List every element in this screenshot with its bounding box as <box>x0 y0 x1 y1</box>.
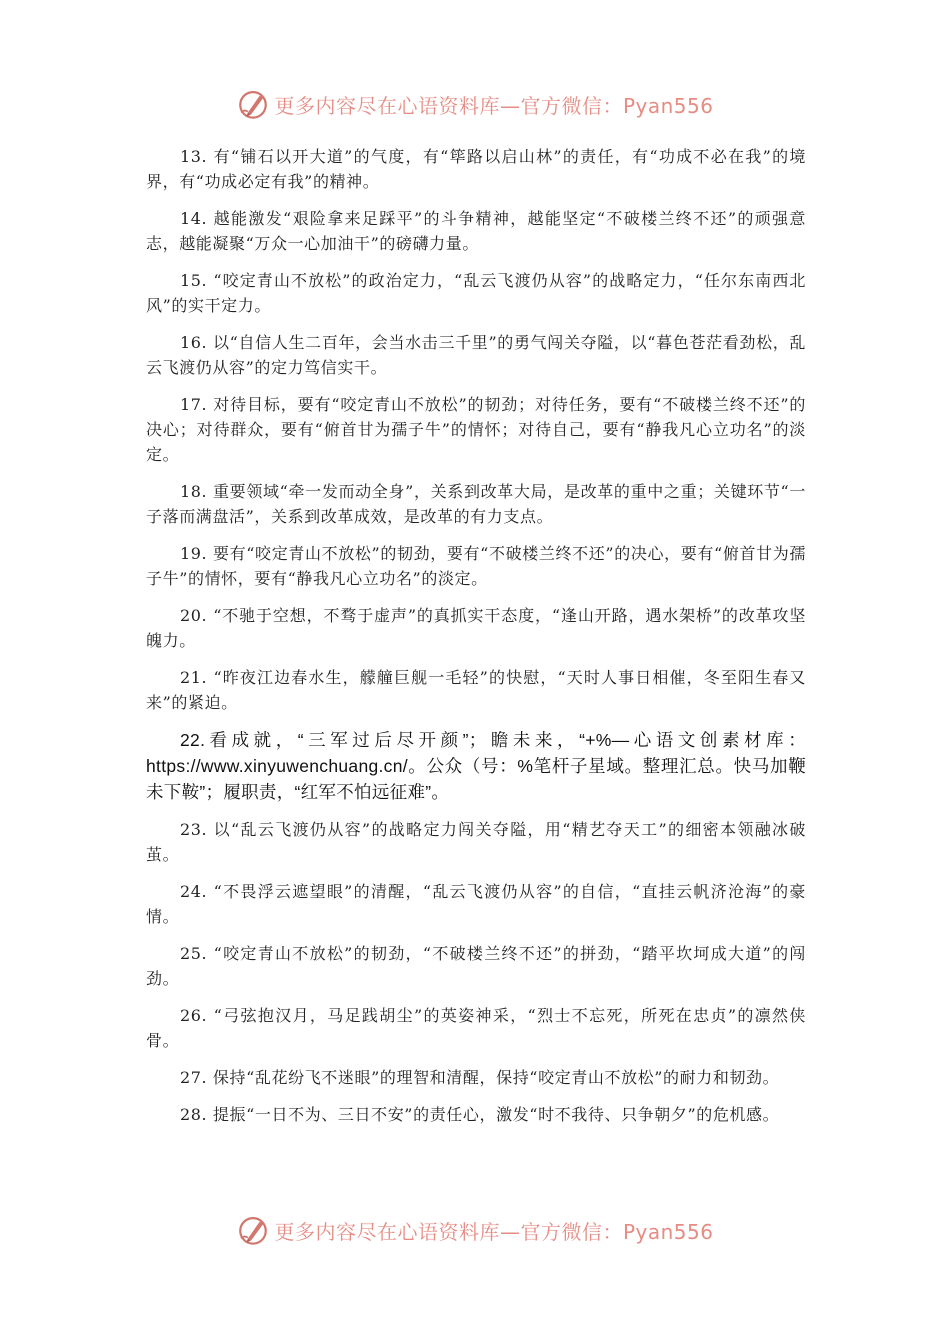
header-banner <box>0 84 950 124</box>
paragraph-25: 25. “咬定青山不放松”的韧劲，“不破楼兰终不还”的拼劲，“踏平坎坷成大道”的闯劲。 <box>146 944 806 988</box>
paragraph-26: 26. “弓弦抱汉月，马足践胡尘”的英姿神采，“烈士不忘死，所死在忠贞”的凛然侠骨。 <box>146 1006 806 1050</box>
paragraph-24: 24. “不畏浮云遮望眼”的清醒，“乱云飞渡仍从容”的自信，“直挂云帆济沧海”的豪情。 <box>146 882 806 926</box>
pen-circle-logo-icon <box>236 1213 270 1247</box>
paragraph-13: 13. 有“铺石以开大道”的气度，有“筚路以启山林”的责任，有“功成不必在我”的境界，有“功成必定有我”的精神。 <box>146 147 806 191</box>
document-body <box>146 144 806 1139</box>
paragraph-21: 21. “昨夜江边春水生，艨艟巨舰一毛轻”的快慰，“天时人事日相催，冬至阳生春又来”的紧迫。 <box>146 668 806 712</box>
paragraph-19: 19. 要有“咬定青山不放松”的韧劲，要有“不破楼兰终不还”的决心，要有“俯首甘为孺子牛”的情怀，要有“静我凡心立功名”的淡定。 <box>146 544 806 588</box>
paragraph-28: 28. 提振“一日不为、三日不安”的责任心，激发“时不我待、只争朝夕”的危机感。 <box>180 1105 780 1124</box>
paragraph-22: 22.看成就，“三军过后尽开颜”；瞻未来，“+%—心语文创素材库：https://www.xinyuwenchuang.cn/。公众（号：%笔杆子星域。整理汇总。快马加鞭未下鞍”；履职责，“红军不怕远征难”。 <box>146 730 806 802</box>
footer-banner-text: 更多内容尽在心语资料库—官方微信：Pyan556 <box>274 1219 714 1244</box>
paragraph-18: 18. 重要领域“牵一发而动全身”，关系到改革大局，是改革的重中之重；关键环节“一子落而满盘活”，关系到改革成效，是改革的有力支点。 <box>146 482 806 526</box>
paragraph-20: 20. “不驰于空想，不骛于虚声”的真抓实干态度，“逢山开路，遇水架桥”的改革攻坚魄力。 <box>146 606 806 650</box>
paragraph-23: 23. 以“乱云飞渡仍从容”的战略定力闯关夺隘，用“精艺夺天工”的细密本领融冰破茧。 <box>146 820 806 864</box>
header-banner-text: 更多内容尽在心语资料库—官方微信：Pyan556 <box>274 93 714 118</box>
paragraph-27: 27. 保持“乱花纷飞不迷眼”的理智和清醒，保持“咬定青山不放松”的耐力和韧劲。 <box>180 1068 780 1087</box>
paragraph-17: 17. 对待目标，要有“咬定青山不放松”的韧劲；对待任务，要有“不破楼兰终不还”的决心；对待群众，要有“俯首甘为孺子牛”的情怀；对待自己，要有“静我凡心立功名”的淡定。 <box>146 395 806 464</box>
paragraph-14: 14. 越能激发“艰险拿来足踩平”的斗争精神，越能坚定“不破楼兰终不还”的顽强意志，越能凝聚“万众一心加油干”的磅礴力量。 <box>146 209 806 253</box>
pen-circle-logo-icon <box>236 87 270 121</box>
paragraph-15: 15. “咬定青山不放松”的政治定力，“乱云飞渡仍从容”的战略定力，“任尔东南西北风”的实干定力。 <box>146 271 806 315</box>
footer-banner <box>0 1210 950 1250</box>
paragraph-16: 16. 以“自信人生二百年，会当水击三千里”的勇气闯关夺隘，以“暮色苍茫看劲松，乱云飞渡仍从容”的定力笃信实干。 <box>146 333 806 377</box>
